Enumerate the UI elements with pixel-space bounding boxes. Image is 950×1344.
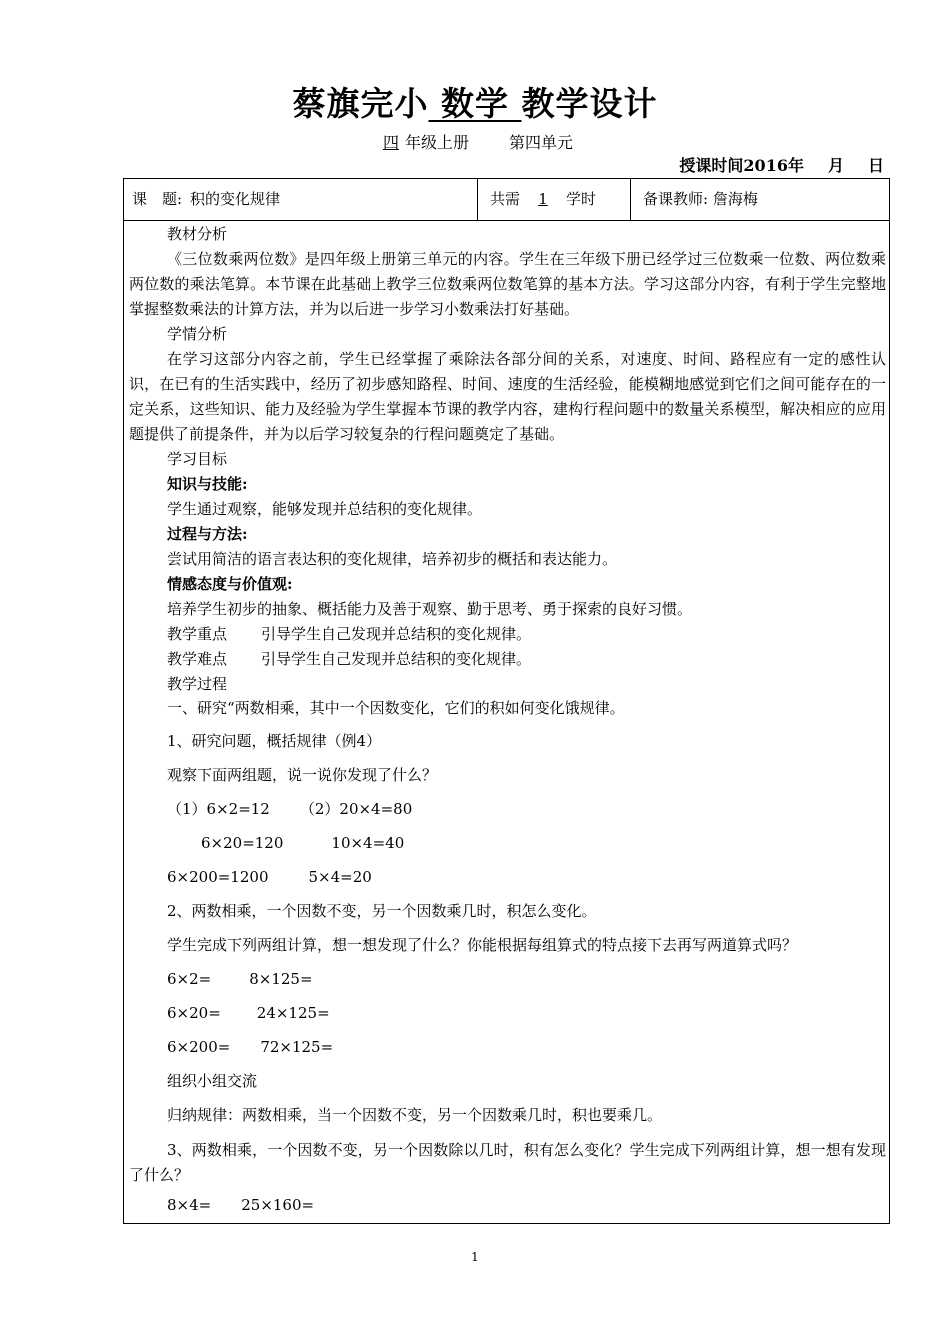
teacher-name: 詹海梅 [712, 190, 758, 208]
goal-text: 尝试用简洁的语言表达积的变化规律，培养初步的概括和表达能力。 [167, 550, 618, 568]
subject-name: 数学 [441, 84, 509, 123]
goal-heading: 过程与方法: [167, 525, 248, 543]
process-text: 学生完成下列两组计算，想一想发现了什么？你能根据每组算式的特点接下去再写两道算式吗？ [167, 936, 798, 954]
grade: 四 [382, 133, 399, 152]
title-suffix: 教学设计 [521, 84, 658, 123]
calc-row: 8×4= 25×160= [167, 1196, 315, 1214]
process-text: 归纳规律：两数相乘，当一个因数不变，另一个因数乘几时，积也要乘几。 [167, 1106, 663, 1124]
unit: 第四单元 [509, 133, 574, 152]
grade-suffix: 年级上册 [404, 133, 469, 152]
key-point: 教学重点 引导学生自己发现并总结积的变化规律。 [167, 625, 532, 643]
goal-text: 培养学生初步的抽象、概括能力及善于观察、勤于思考、勇于探索的良好习惯。 [167, 600, 693, 618]
lesson-content [129, 222, 886, 1222]
section-heading: 教材分析 [167, 225, 228, 243]
paragraph: 《三位数乘两位数》是四年级上册第三单元的内容。学生在三年级下册已经学过三位数乘一位数、两位数乘两位数的乘法笔算。本节课在此基础上教学三位数乘两位数笔算的基本方法。学习这部分内容，有利于学生完整地掌握整数乘法的计算方法，并为以后进一步学习小数乘法打好基础。 [129, 250, 886, 318]
section-heading: 学情分析 [167, 325, 228, 343]
document-title [0, 78, 950, 125]
calc-row: 6×200= 72×125= [167, 1038, 334, 1056]
calc-row: 6×20= 24×125= [167, 1004, 330, 1022]
school-name: 蔡旗完小 [292, 84, 429, 123]
page-number: 1 [471, 1250, 479, 1264]
section-heading: 教学过程 [167, 675, 228, 693]
equation-row: 6×20=120 10×4=40 [201, 834, 405, 852]
process-text: 观察下面两组题，说一说你发现了什么？ [167, 766, 438, 784]
lesson-plan-table [123, 178, 890, 1224]
goal-heading: 情感态度与价值观: [167, 575, 293, 593]
class-date: 授课时间2016年 月 日 [679, 156, 884, 175]
equation-row: （1）6×2=12 （2）20×4=80 [167, 800, 413, 818]
calc-row: 6×2= 8×125= [167, 970, 313, 988]
grade-unit-line [0, 130, 950, 153]
topic: 积的变化规律 [190, 190, 281, 208]
difficult-point: 教学难点 引导学生自己发现并总结积的变化规律。 [167, 650, 532, 668]
section-heading: 学习目标 [167, 450, 228, 468]
process-step: 3、两数相乘，一个因数不变，另一个因数除以几时，积有怎么变化？学生完成下列两组计算，想一想有发现了什么？ [129, 1141, 886, 1184]
teacher-cell: 备课教师: 詹海梅 [643, 190, 758, 208]
hours-value: 1 [538, 190, 548, 208]
topic-cell: 课 题: 积的变化规律 [124, 179, 478, 220]
hours-cell: 共需 1 学时 [478, 179, 631, 220]
process-step: 1、研究问题，概括规律（例4） [167, 732, 382, 750]
process-text: 组织小组交流 [167, 1072, 258, 1090]
equation-row: 6×200=1200 5×4=20 [167, 868, 372, 886]
info-row [124, 179, 889, 221]
process-step: 2、两数相乘，一个因数不变，另一个因数乘几时，积怎么变化。 [167, 902, 597, 920]
goal-text: 学生通过观察，能够发现并总结积的变化规律。 [167, 500, 483, 518]
process-step: 一、研究“两数相乘，其中一个因数变化，它们的积如何变化饿规律。 [167, 699, 625, 717]
goal-heading: 知识与技能: [167, 475, 248, 493]
paragraph: 在学习这部分内容之前，学生已经掌握了乘除法各部分间的关系，对速度、时间、路程应有一定的感性认识，在已有的生活实践中，经历了初步感知路程、时间、速度的生活经验，能模糊地感觉到它们之间可能存在的一定关系，这些知识、能力及经验为学生掌握本节课的教学内容，建构行程问题中的数量关系模型，解决相应的应用题提供了前提条件，并为以后学习较复杂的行程问题奠定了基础。 [129, 350, 886, 443]
